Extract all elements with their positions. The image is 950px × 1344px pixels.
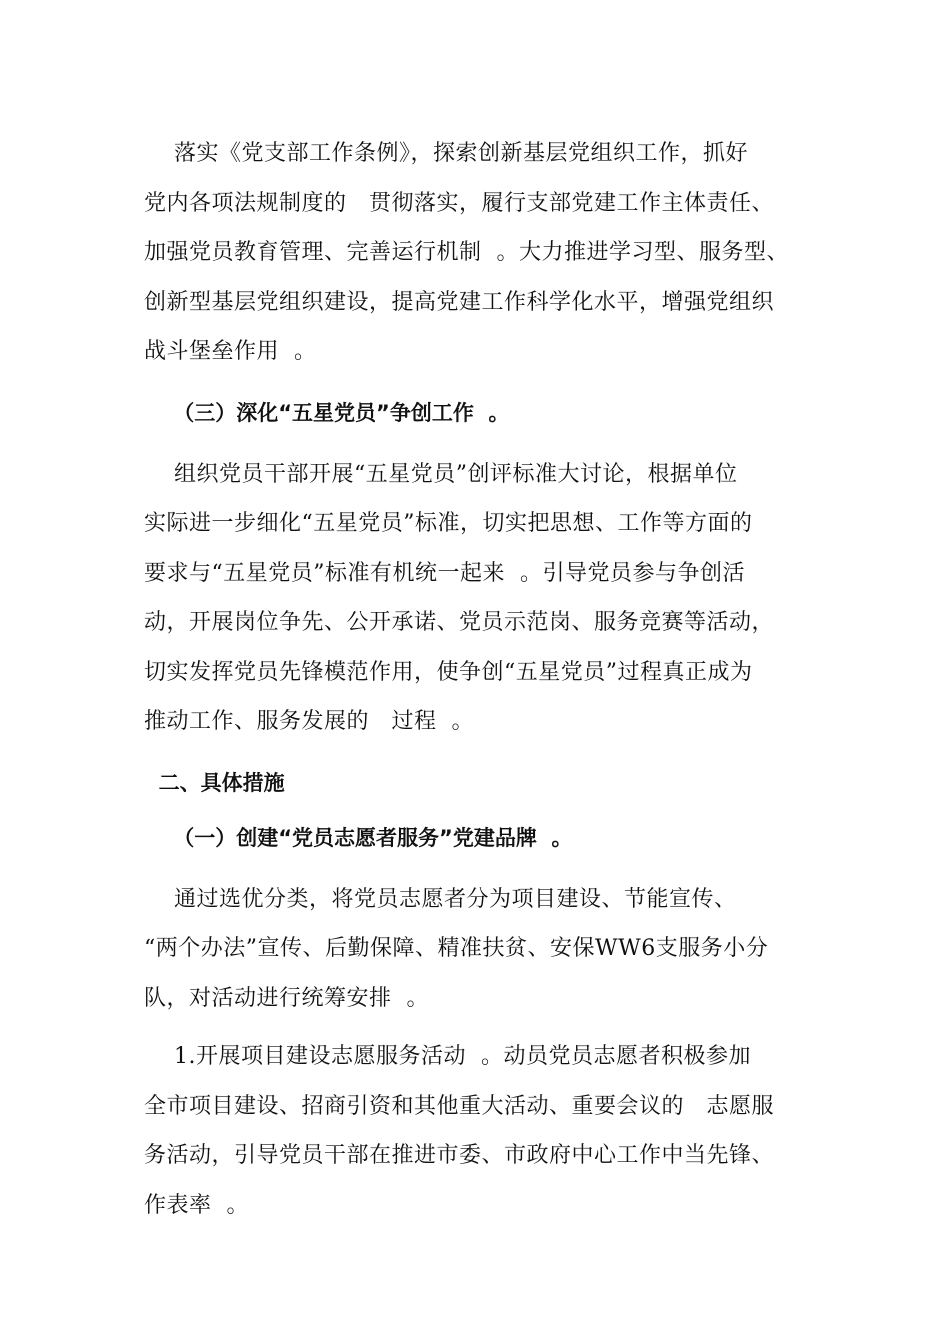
text-line: 队，对活动进行统筹安排 。 — [144, 985, 429, 1011]
text-line: 通过选优分类，将党员志愿者分为项目建设、节能宣传、 — [144, 886, 737, 912]
document-body — [144, 129, 814, 1230]
spacer — [144, 866, 814, 875]
text-line: 1.开展项目建设志愿服务活动 。动员党员志愿者积极参加 — [144, 1044, 751, 1069]
section-heading-specific-measures: 二、具体措施 — [144, 770, 285, 795]
text-line: 推动工作、服务发展的 过程 。 — [144, 709, 474, 734]
spacer — [144, 747, 814, 756]
text-line: 组织党员干部开展“五星党员”创评标准大讨论，根据单位 — [144, 461, 738, 487]
section-heading-3: （三）深化“五星党员”争创工作 。 — [144, 400, 510, 425]
spacer — [144, 441, 814, 450]
text-line: “两个办法”宣传、后勤保障、精准扶贫、安保WW6支服务小分 — [144, 936, 769, 961]
text-line: 动，开展岗位争先、公开承诺、党员示范岗、服务竞赛等活动， — [144, 610, 775, 635]
paragraph-2 — [144, 450, 814, 747]
paragraph-4 — [144, 1032, 814, 1230]
text-line: 务活动，引导党员干部在推进市委、市政府中心工作中当先锋、 — [144, 1143, 775, 1168]
paragraph-3 — [144, 875, 814, 1024]
text-line: 切实发挥党员先锋模范作用，使争创“五星党员”过程真正成为 — [144, 659, 753, 685]
text-line: 实际进一步细化“五星党员”标准，切实把思想、工作等方面的 — [144, 511, 753, 536]
text-line: 战斗堡垒作用 。 — [144, 339, 317, 364]
text-line: 全市项目建设、招商引资和其他重大活动、重要会议的 志愿服 — [144, 1093, 774, 1119]
spacer — [144, 377, 814, 386]
text-line: 要求与“五星党员”标准有机统一起来 。引导党员参与争创活 — [144, 560, 745, 586]
paragraph-1 — [144, 129, 814, 377]
text-line: 创新型基层党组织建设，提高党建工作科学化水平，增强党组织 — [144, 289, 775, 315]
section-heading-1: （一）创建“党员志愿者服务”党建品牌 。 — [144, 825, 573, 850]
text-line: 加强党员教育管理、完善运行机制 。大力推进学习型、服务型、 — [144, 240, 789, 265]
text-line: 落实《党支部工作条例》，探索创新基层党组织工作，抓好 — [144, 141, 748, 166]
spacer — [144, 1023, 814, 1032]
text-line: 党内各项法规制度的 贯彻落实，履行支部党建工作主体责任、 — [144, 190, 774, 216]
text-line: 作表率 。 — [144, 1192, 249, 1218]
